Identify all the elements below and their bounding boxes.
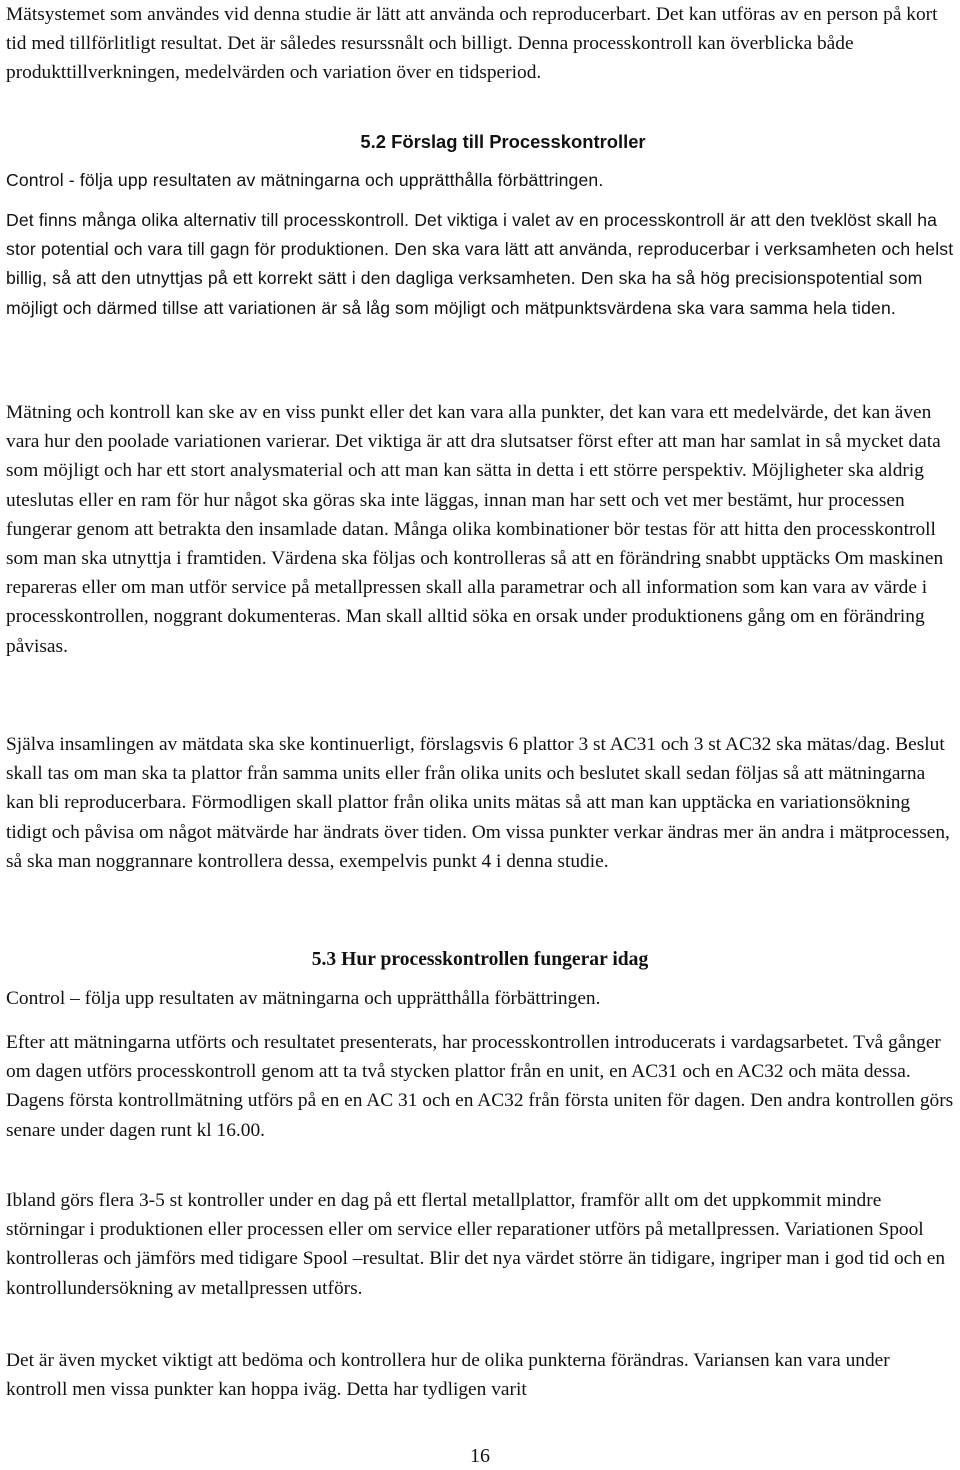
- section-5-3-control-line: Control – följa upp resultaten av mätningarna och upprätthålla förbättringen.: [6, 988, 601, 1009]
- section-5-2-control-line: Control - följa upp resultaten av mätningarna och upprätthålla förbättringen.: [6, 170, 604, 190]
- collection-paragraph: Själva insamlingen av mätdata ska ske kontinuerligt, förslagsvis 6 plattor 3 st AC31 och 3 st AC32 ska mätas/dag. Beslut skall tas om man ska ta plattor från samma units eller från olika units och beslutet skall sedan följas så att mätningarna kan bli reproducerbara. Förmodligen skall plattor från olika units mätas så att man kan upptäcka en variationsökning tidigt och påvisa om något mätvärde har ändrats över tiden. Om vissa punkter verkar ändras mer än andra i mätprocessen, så ska man noggrannare kontrollera dessa, exempelvis punkt 4 i denna studie.: [6, 734, 950, 872]
- measurement-paragraph: Mätning och kontroll kan ske av en viss punkt eller det kan vara alla punkter, det kan vara ett medelvärde, det kan även vara hur den poolade variationen varierar. Det viktiga är att dra slutsatser först efter att man har samlat in så mycket data som möjligt och har ett stort analysmaterial och att man kan sätta in detta i ett större perspektiv. Möjligheter ska aldrig uteslutas eller en ram för hur något ska göras ska inte läggas, innan man har sett och vet mer bestämt, hur processen fungerar genom att betrakta den insamlade datan. Många olika kombinationer bör testas för att hitta den processkontroll som man ska utnyttja i framtiden. Värdena ska följas och kontrolleras så att en förändring snabbt upptäcks Om maskinen repareras eller om man utför service på metallpressen skall alla parametrar och all information som kan vara av värde i processkontrollen, noggrant dokumenteras. Man skall alltid söka en orsak under produktionens gång om en förändring påvisas.: [6, 402, 944, 657]
- intro-paragraph: Mätsystemet som användes vid denna studie är lätt att använda och reproducerbart. Det kan utföras av en person på kort tid med tillförlitligt resultat. Det är således resurssnålt och billigt. Denna processkontroll kan överblicka både produkttillverkningen, medelvärden och variation över en tidsperiod.: [6, 4, 938, 84]
- page-number: 16: [470, 1445, 490, 1467]
- section-5-2-heading: 5.2 Förslag till Processkontroller: [360, 131, 646, 152]
- section-5-3-paragraph-1: Efter att mätningarna utförts och resultatet presenterats, har processkontrollen introducerats i vardagsarbetet. Två gånger om dagen utförs processkontroll genom att ta två stycken plattor från en unit, en AC31 och en AC32 och mäta dessa. Dagens första kontrollmätning utförs på en en AC 31 och en AC32 från första uniten för dagen. Den andra kontrollen görs senare under dagen runt kl 16.00.: [6, 1032, 954, 1141]
- section-5-3-paragraph-3: Det är även mycket viktigt att bedöma och kontrollera hur de olika punkterna förändras. Variansen kan vara under kontroll men vissa punkter kan hoppa iväg. Detta har tydligen varit: [6, 1350, 890, 1401]
- section-5-3-paragraph-2: Ibland görs flera 3-5 st kontroller under en dag på ett flertal metallplattor, framför allt om det uppkommit mindre störningar i produktionen eller processen eller om service eller reparationer utförs på metallpressen. Variationen Spool kontrolleras och jämförs med tidigare Spool –resultat. Blir det nya värdet större än tidigare, ingriper man i god tid och en kontrollundersökning av metallpressen utförs.: [6, 1190, 946, 1299]
- section-5-2-paragraph: Det finns många olika alternativ till processkontroll. Det viktiga i valet av en processkontroll är att den tveklöst skall ha stor potential och vara till gagn för produktionen. Den ska vara lätt att använda, reproducerbar i verksamheten och helst billig, så att den utnyttjas på ett korrekt sätt i den dagliga verksamheten. Den ska ha så hög precisionspotential som möjligt och därmed tillse att variationen är så låg som möjligt och mätpunktsvärdena ska vara samma hela tiden.: [6, 210, 954, 318]
- section-5-3-heading: 5.3 Hur processkontrollen fungerar idag: [311, 949, 649, 970]
